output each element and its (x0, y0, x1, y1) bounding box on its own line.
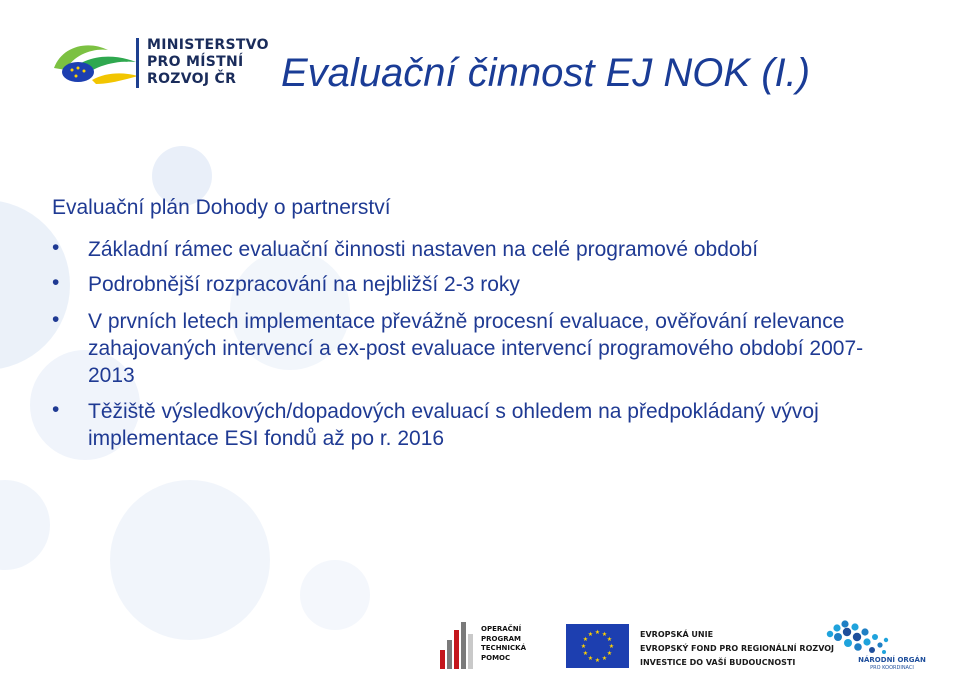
svg-text:★: ★ (582, 650, 589, 657)
list-item-text: Těžiště výsledkových/dopadových evaluací s ohledem na předpokládaný vývoj implementace ESI fondů až po r. 2016 (88, 400, 819, 450)
svg-text:★: ★ (594, 657, 601, 664)
bullet-icon: • (52, 236, 60, 259)
svg-text:★: ★ (580, 643, 587, 650)
op-tp-logo (440, 622, 478, 669)
bullet-icon: • (52, 271, 60, 294)
svg-text:★: ★ (608, 643, 615, 650)
eu-funding-text (640, 628, 834, 670)
svg-text:★: ★ (601, 655, 608, 662)
footer (0, 612, 960, 676)
ministry-name-line: ROZVOJ ČR (147, 71, 237, 87)
op-tp-line: TECHNICKÁ (481, 644, 526, 652)
list-item-text: Podrobnější rozpracování na nejbližší 2-3 roky (88, 273, 520, 296)
header (0, 0, 960, 110)
nok-subtitle: PRO KOORDINACI (870, 665, 914, 671)
logo-divider (136, 38, 139, 88)
eu-flag-icon (566, 624, 629, 668)
nok-title: NÁRODNÍ ORGÁN (858, 656, 926, 664)
svg-text:★: ★ (587, 631, 594, 638)
eu-line: EVROPSKÝ FOND PRO REGIONÁLNÍ ROZVOJ (640, 644, 835, 653)
eu-line: EVROPSKÁ UNIE (640, 630, 714, 639)
ministry-name (147, 37, 269, 88)
list-item-text: Základní rámec evaluační činnosti nastaven na celé programové období (88, 238, 759, 261)
ministry-name-line: PRO MÍSTNÍ (147, 54, 244, 70)
slide-title: Evaluační činnost EJ NOK (I.) (281, 51, 811, 95)
svg-text:★: ★ (606, 650, 613, 657)
svg-text:★: ★ (601, 631, 608, 638)
eu-line: INVESTICE DO VAŠÍ BUDOUCNOSTI (640, 658, 796, 667)
op-tp-line: POMOC (481, 653, 511, 662)
section-heading: Evaluační plán Dohody o partnerství (52, 196, 391, 219)
ministry-name-line: MINISTERSTVO (147, 37, 269, 53)
svg-text:★: ★ (606, 636, 613, 643)
bullet-icon: • (52, 398, 60, 421)
op-tp-line: PROGRAM (481, 634, 521, 643)
nok-name (842, 656, 942, 672)
background-circle (0, 480, 50, 570)
svg-text:★: ★ (594, 629, 601, 636)
op-tp-name (481, 625, 526, 663)
bullet-icon: • (52, 308, 60, 331)
eu-stars (566, 624, 629, 668)
op-tp-line: OPERAČNÍ (481, 625, 522, 633)
list-item-text: V prvních letech implementace převážně procesní evaluace, ověřování relevance zahajovaných intervencí a ex-post evaluace intervencí programového období 2007-2013 (88, 310, 864, 387)
ministry-logo (48, 38, 143, 88)
svg-text:★: ★ (582, 636, 589, 643)
svg-text:★: ★ (587, 655, 594, 662)
